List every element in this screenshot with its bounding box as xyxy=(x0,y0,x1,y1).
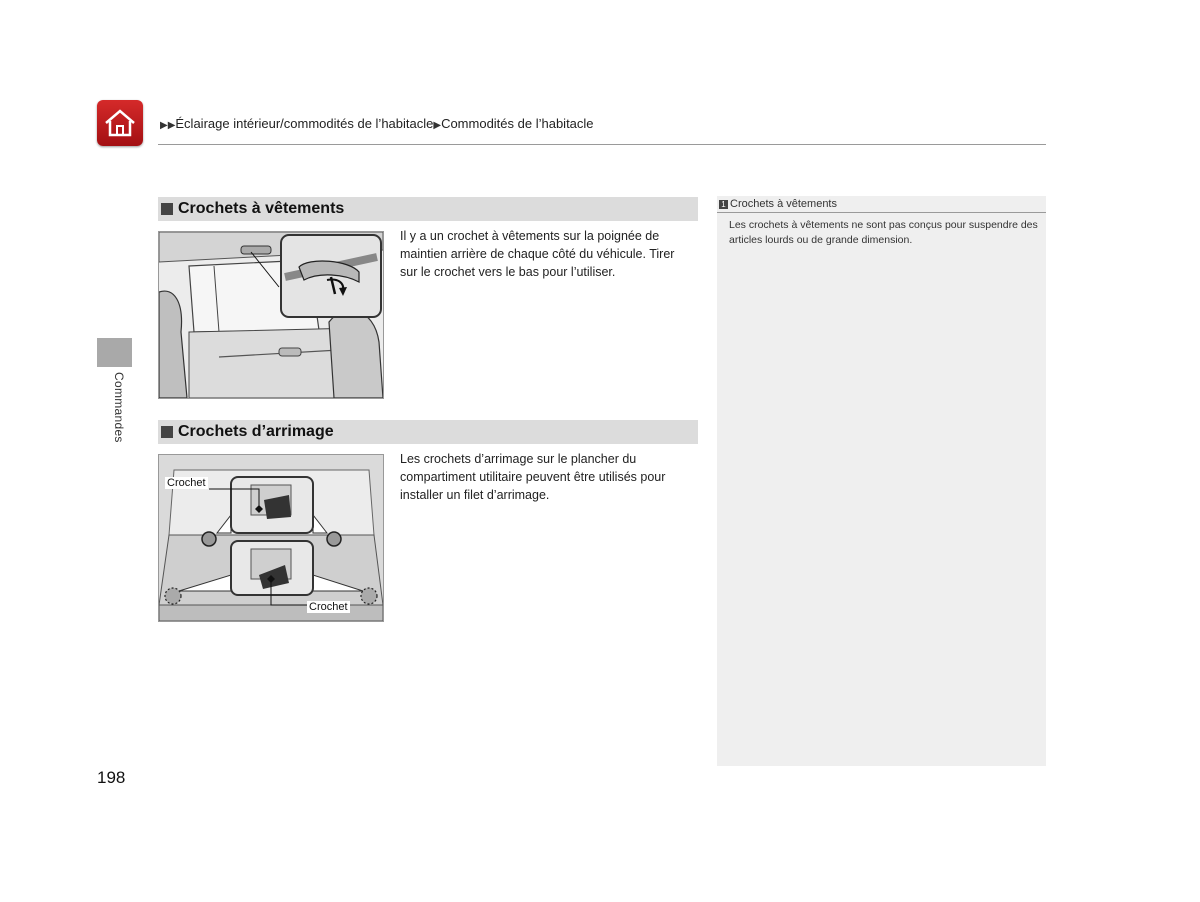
clothes-hook-illustration xyxy=(158,231,384,399)
note-header xyxy=(717,196,1046,213)
breadcrumb-link-1[interactable]: Éclairage intérieur/commodités de l’habitacle xyxy=(175,116,434,131)
note-panel xyxy=(717,196,1046,766)
breadcrumb-arrow-icon: ▶ xyxy=(433,120,442,131)
section-header-tie-down-hooks xyxy=(158,420,698,444)
section-square-icon xyxy=(161,426,173,438)
home-button[interactable] xyxy=(97,100,143,146)
chapter-label: Commandes xyxy=(112,372,126,443)
breadcrumb xyxy=(160,116,594,131)
section-title: Crochets d’arrimage xyxy=(178,423,334,440)
tie-down-hooks-illustration xyxy=(158,454,384,622)
section-title: Crochets à vêtements xyxy=(178,200,345,217)
section-body: Il y a un crochet à vêtements sur la poignée de maintien arrière de chaque côté du véhicule. Tirer sur le crochet vers le bas pour l’utiliser. xyxy=(400,229,675,279)
hook-callout-label: Crochet xyxy=(167,477,206,489)
note-reference-icon: 1 xyxy=(719,200,728,209)
note-body: Les crochets à vêtements ne sont pas conçus pour suspendre des articles lourds ou de grande dimension. xyxy=(729,219,1038,246)
chapter-tab[interactable] xyxy=(97,338,132,367)
breadcrumb-arrow-icon: ▶▶ xyxy=(160,120,176,131)
home-icon xyxy=(103,107,137,139)
hook-callout-label: Crochet xyxy=(309,601,348,613)
header-divider xyxy=(158,144,1046,145)
note-title: Crochets à vêtements xyxy=(730,198,837,210)
breadcrumb-link-2[interactable]: Commodités de l’habitacle xyxy=(441,116,594,131)
section-header-clothes-hooks xyxy=(158,197,698,221)
section-square-icon xyxy=(161,203,173,215)
section-body: Les crochets d’arrimage sur le plancher du compartiment utilitaire peuvent être utilisés pour installer un filet d’arrimage. xyxy=(400,452,666,502)
page-number: 198 xyxy=(97,768,126,787)
